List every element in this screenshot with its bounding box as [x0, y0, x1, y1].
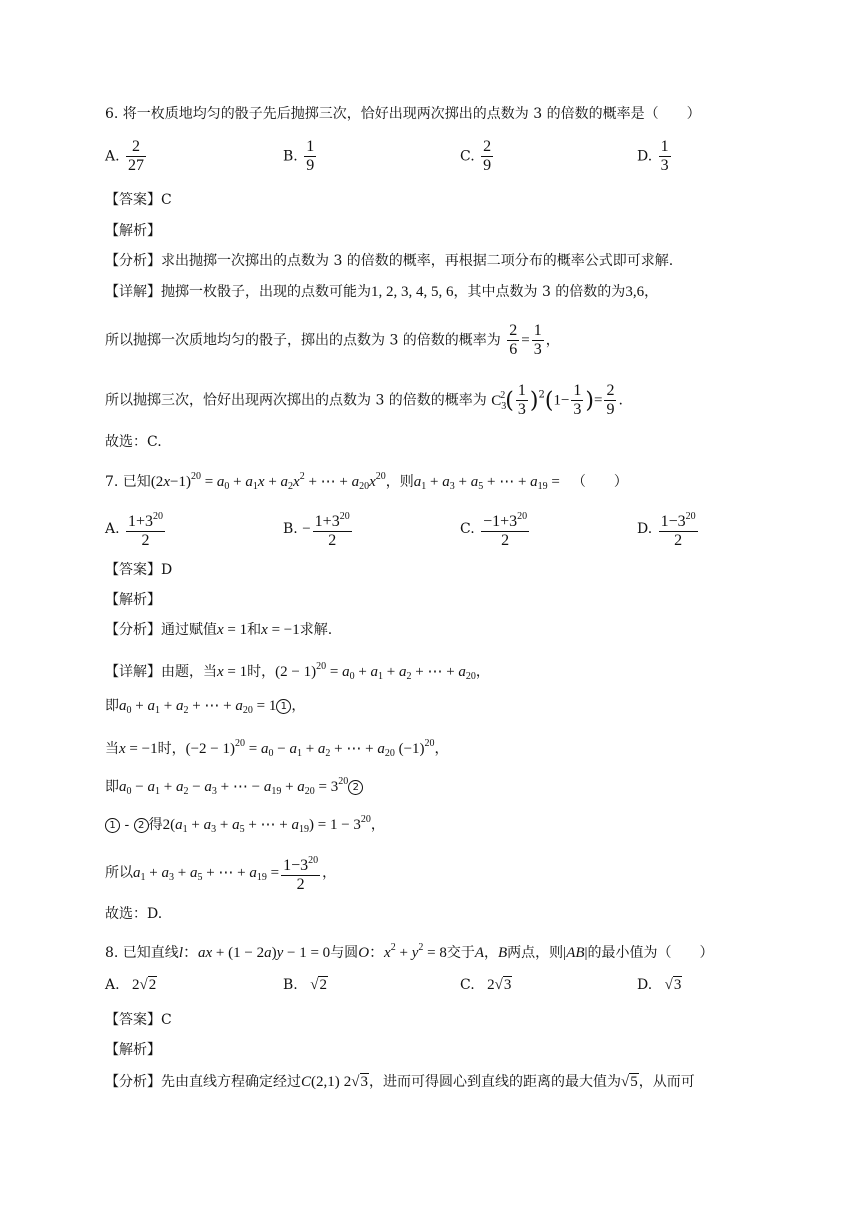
q8-option-b: B. √2 — [283, 977, 327, 993]
fraction: $\frac{2}{27}$ — [128, 138, 145, 174]
q7-answer: 【答案】D — [105, 562, 173, 578]
q6-jiexi: 【解析】 — [105, 223, 161, 239]
q8-analysis: 【分析】先由直线方程确定经过C(2,1) 2√3，进而可得圆心到直线的距离的最大值为√5，从而可 — [105, 1074, 695, 1090]
q7-choose: 故选：D. — [105, 906, 163, 922]
q6-option-a — [105, 138, 148, 175]
q6-option-c — [460, 138, 495, 175]
q7-detail-6: 所以$a_1 + a_3 + a_5$ + ⋯ + $a_{19}$ = $\frac{1-3^{20}}{2}$ ， — [105, 855, 337, 893]
circled-2: 2 — [348, 780, 363, 795]
option-label: B. — [283, 148, 298, 165]
q6-analysis: 【分析】求出抛掷一次掷出的点数为 3 的倍数的概率，再根据二项分布的概率公式即可求解. — [105, 253, 674, 269]
q7-detail-5: 1 - 2 得$2(a_1 + a_3 + a_5$ + ⋯ + $a_{19}) = 1 - 3^{20}$， — [105, 810, 385, 840]
q7-jiexi: 【解析】 — [105, 592, 161, 608]
q7-option-b: B. − $\frac{1+3^{20}}{2}$ — [283, 511, 350, 549]
q8-jiexi: 【解析】 — [105, 1042, 161, 1058]
q8-stem: 8. 已知直线l：ax + (1 − 2a)y − 1 = 0与圆O：$x^2 + y^2 = 8$交于A，B两点，则|AB|的最小值为（ ） — [105, 942, 714, 961]
fraction: $\frac{1}{3}$ — [660, 138, 669, 174]
q7-stem: 7. 已知$(2x-1)^{20} = a_0 + a_1x + a_2x^2$ + ⋯ + $a_{20}x^{20}$，则$a_1 + a_3 + a_5$ + ⋯ + $a_{19}$ = （ ） — [105, 471, 628, 492]
fraction: $\frac{2}{9}$ — [483, 138, 492, 174]
q7-option-a: A. $\frac{1+3^{20}}{2}$ — [105, 511, 164, 549]
circled-1: 1 — [276, 699, 291, 714]
q7-detail-1: 【详解】由题，当x = 1时，$(2 - 1)^{20} = a_0 + a_1 + a_2$ + ⋯ + $a_{20}$， — [105, 661, 490, 682]
q6-detail-2: 所以抛掷一次质地均匀的骰子，掷出的点数为 3 的倍数的概率为 $\frac{2}{6}$ = $\frac{1}{3}$ ， — [105, 322, 560, 358]
q7-option-d: D. $\frac{1-3^{20}}{2}$ — [637, 511, 696, 549]
q6-option-b — [283, 138, 318, 175]
q6-choose: 故选：C. — [105, 434, 162, 450]
q8-answer: 【答案】C — [105, 1012, 172, 1028]
option-label: D. — [637, 148, 653, 165]
q8-option-a: A. 2√2 — [105, 977, 157, 993]
q6-stem: 6. 将一枚质地均匀的骰子先后抛掷三次，恰好出现两次掷出的点数为 3 的倍数的概率是（ ） — [105, 106, 701, 122]
fraction: $\frac{1}{9}$ — [306, 138, 315, 174]
q8-option-d: D. √3 — [637, 977, 682, 993]
q6-detail-3: 所以抛掷三次，恰好出现两次掷出的点数为 3 的倍数的概率为 $C_3^2$( $\frac{1}{3}$ )$^2$(1− $\frac{1}{3}$ )= $\frac{2}{9}$ . — [105, 382, 623, 418]
option-label: A. — [105, 148, 120, 165]
q7-analysis: 【分析】通过赋值x = 1和x = −1求解. — [105, 622, 333, 638]
q6-answer: 【答案】C — [105, 192, 172, 208]
q8-option-c: C. 2√3 — [460, 977, 512, 993]
q7-detail-4: 即$a_0 - a_1 + a_2 - a_3$ + ⋯ − $a_{19} + a_{20} = 3^{20}$ 2 — [105, 772, 363, 802]
q7-detail-2: 即$a_0 + a_1 + a_2$ + ⋯ + $a_{20} = 1$ 1 ， — [105, 698, 306, 716]
q7-detail-3: 当x = −1时，$(-2 - 1)^{20} = a_0 - a_1 + a_2$ + ⋯ + $a_{20}$ $(-1)^{20}$， — [105, 738, 449, 759]
option-label: C. — [460, 148, 475, 165]
q7-option-c: C. $\frac{-1+3^{20}}{2}$ — [460, 511, 528, 549]
q6-option-d — [637, 138, 673, 175]
q6-detail-1: 【详解】抛掷一枚骰子，出现的点数可能为1, 2, 3, 4, 5, 6，其中点数为 3 的倍数的为3,6， — [105, 284, 659, 300]
